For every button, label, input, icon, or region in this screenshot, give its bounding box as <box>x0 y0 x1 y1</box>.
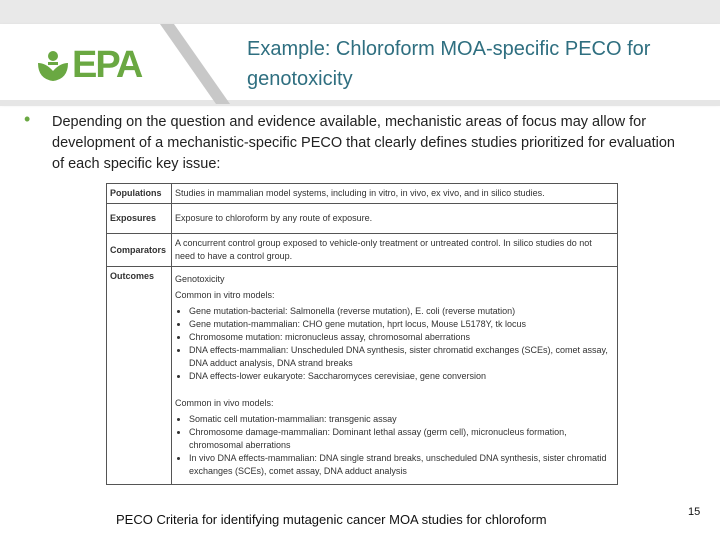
invitro-heading: Common in vitro models: <box>175 290 275 300</box>
top-bar <box>0 0 720 24</box>
outcomes-heading: Genotoxicity <box>175 274 225 284</box>
table-caption: PECO Criteria for identifying mutagenic cancer MOA studies for chloroform <box>116 512 547 527</box>
list-item: • Chromosome damage-mammalian: Dominant lethal assay (germ cell), micronucleus formation, chromosomal aberrations <box>189 426 614 452</box>
list-item: • Gene mutation-mammalian: CHO gene mutation, hprt locus, Mouse L5178Y, tk locus <box>189 318 614 331</box>
row-label: Comparators <box>110 244 167 255</box>
table-row <box>107 184 618 204</box>
epa-logo <box>36 44 141 87</box>
bullet-icon: • <box>24 109 31 129</box>
row-label: Exposures <box>110 213 157 223</box>
invivo-heading: Common in vivo models: <box>175 398 274 408</box>
list-item: • In vivo DNA effects-mammalian: DNA single strand breaks, unscheduled DNA synthesis, sister chromatid exchanges (SCEs), comet assay, DNA adduct analysis <box>189 452 614 478</box>
slide-title: Example: Chloroform MOA-specific PECO for genotoxicity <box>247 38 651 90</box>
list-item: • DNA effects-mammalian: Unscheduled DNA synthesis, sister chromatid exchanges (SCEs), comet assay, DNA adduct analysis, DNA strand breaks <box>189 344 614 370</box>
table-row <box>107 267 618 485</box>
row-label: Outcomes <box>110 271 155 281</box>
row-text: Exposure to chloroform by any route of exposure. <box>172 204 618 234</box>
page-number: 15 <box>688 506 701 518</box>
row-text: A concurrent control group exposed to vehicle-only treatment or untreated control. In silico studies do not need to have a control group. <box>172 234 618 267</box>
logo-text: EPA <box>72 44 142 86</box>
row-label: Populations <box>110 188 162 198</box>
table-row <box>107 204 618 234</box>
peco-table <box>106 183 618 485</box>
header-band <box>0 100 720 106</box>
list-item: • Chromosome mutation: micronucleus assay, chromosomal aberrations <box>189 331 614 344</box>
list-item: • Somatic cell mutation-mammalian: transgenic assay <box>189 413 614 426</box>
outcomes-cell <box>172 267 618 485</box>
list-item: • DNA effects-lower eukaryote: Saccharomyces cerevisiae, gene conversion <box>189 370 614 383</box>
table-row <box>107 234 618 267</box>
epa-flower-icon <box>36 49 70 83</box>
list-item: • Gene mutation-bacterial: Salmonella (reverse mutation), E. coli (reverse mutation) <box>189 305 614 318</box>
body-text: Depending on the question and evidence available, mechanistic areas of focus may allow for development of a mechanistic-specific PECO that clearly defines studies prioritized for evaluation of each specific key issue: <box>52 114 675 172</box>
row-text: Studies in mammalian model systems, including in vitro, in vivo, ex vivo, and in silico studies. <box>172 184 618 204</box>
